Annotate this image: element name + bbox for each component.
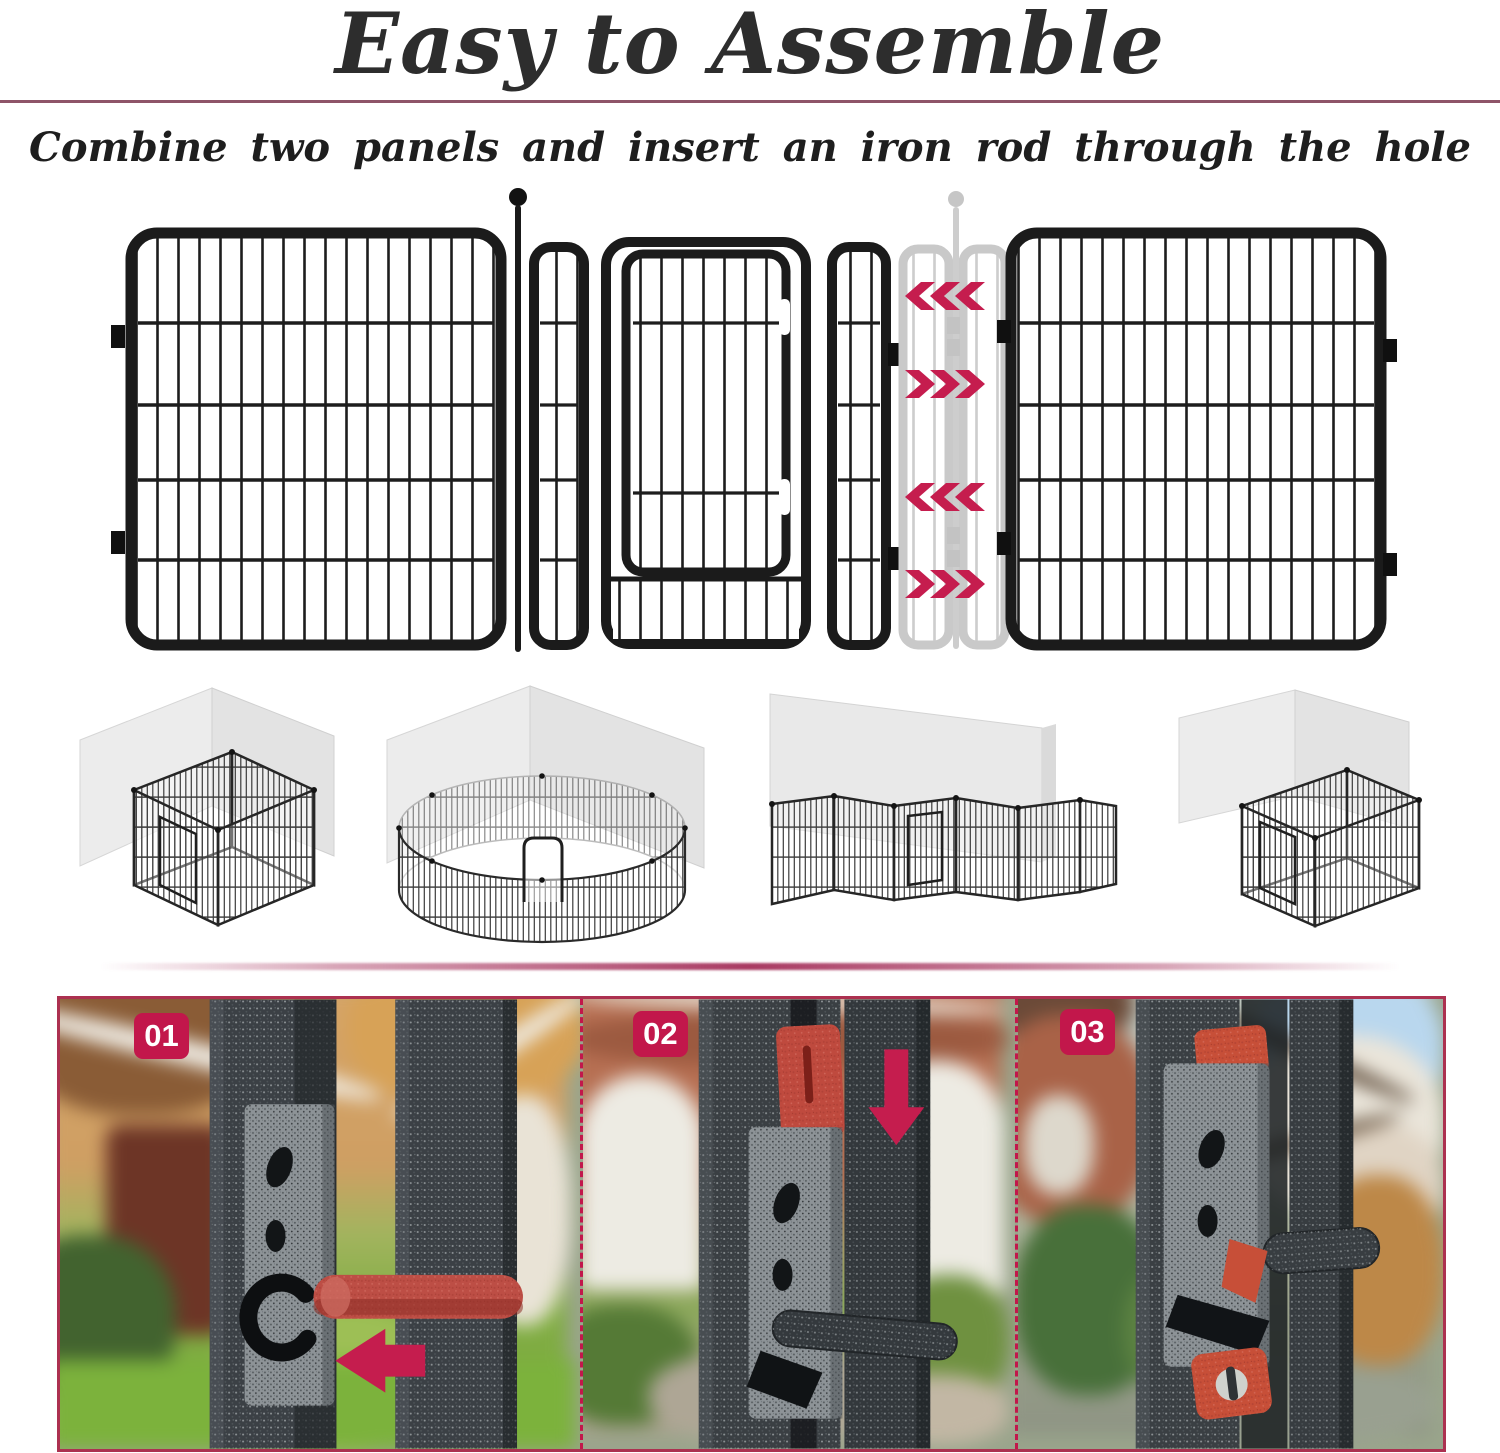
config-corner-rect-pen [1157, 678, 1442, 948]
latch-slot [779, 299, 790, 335]
subtitle: Combine two panels and insert an iron rod through the hole [29, 124, 1471, 171]
fence-panel-narrow-left [534, 247, 584, 645]
config-room-divider [742, 678, 1132, 948]
fence-panel-left [111, 233, 501, 645]
latch-bracket [245, 1104, 335, 1405]
iron-rod-red [313, 1275, 523, 1319]
step1-foreground [60, 999, 580, 1449]
step3-foreground [1018, 999, 1443, 1449]
metal-post [395, 999, 517, 1448]
steps-photo [57, 996, 1446, 1452]
config-octagon-pen [372, 678, 717, 948]
step-panel-1 [60, 999, 583, 1449]
gate-door [626, 254, 786, 572]
latch-slot [779, 479, 790, 515]
latch-rod-dark [1262, 1227, 1380, 1275]
step-badge: 03 [1060, 1009, 1115, 1055]
fence-panel-right [997, 233, 1397, 645]
iron-rod-red-flat [775, 1024, 845, 1139]
title-divider [0, 100, 1500, 103]
latch-clip-red-bottom [1190, 1346, 1273, 1421]
step-panel-3 [1018, 999, 1443, 1449]
fence-door-panel [606, 242, 806, 644]
page-title: Easy to Assemble [334, 0, 1166, 93]
step-badge: 02 [633, 1011, 688, 1057]
configuration-examples [0, 678, 1500, 953]
config-corner-square-pen [62, 678, 347, 948]
step-panel-2 [583, 999, 1018, 1449]
fence-panel-narrow-right [832, 247, 902, 645]
iron-rod-icon [509, 188, 527, 652]
step2-foreground [583, 999, 1015, 1449]
metal-post [1289, 999, 1353, 1448]
section-divider [100, 963, 1400, 970]
step-badge: 01 [134, 1013, 189, 1059]
assembly-diagram [0, 183, 1500, 673]
